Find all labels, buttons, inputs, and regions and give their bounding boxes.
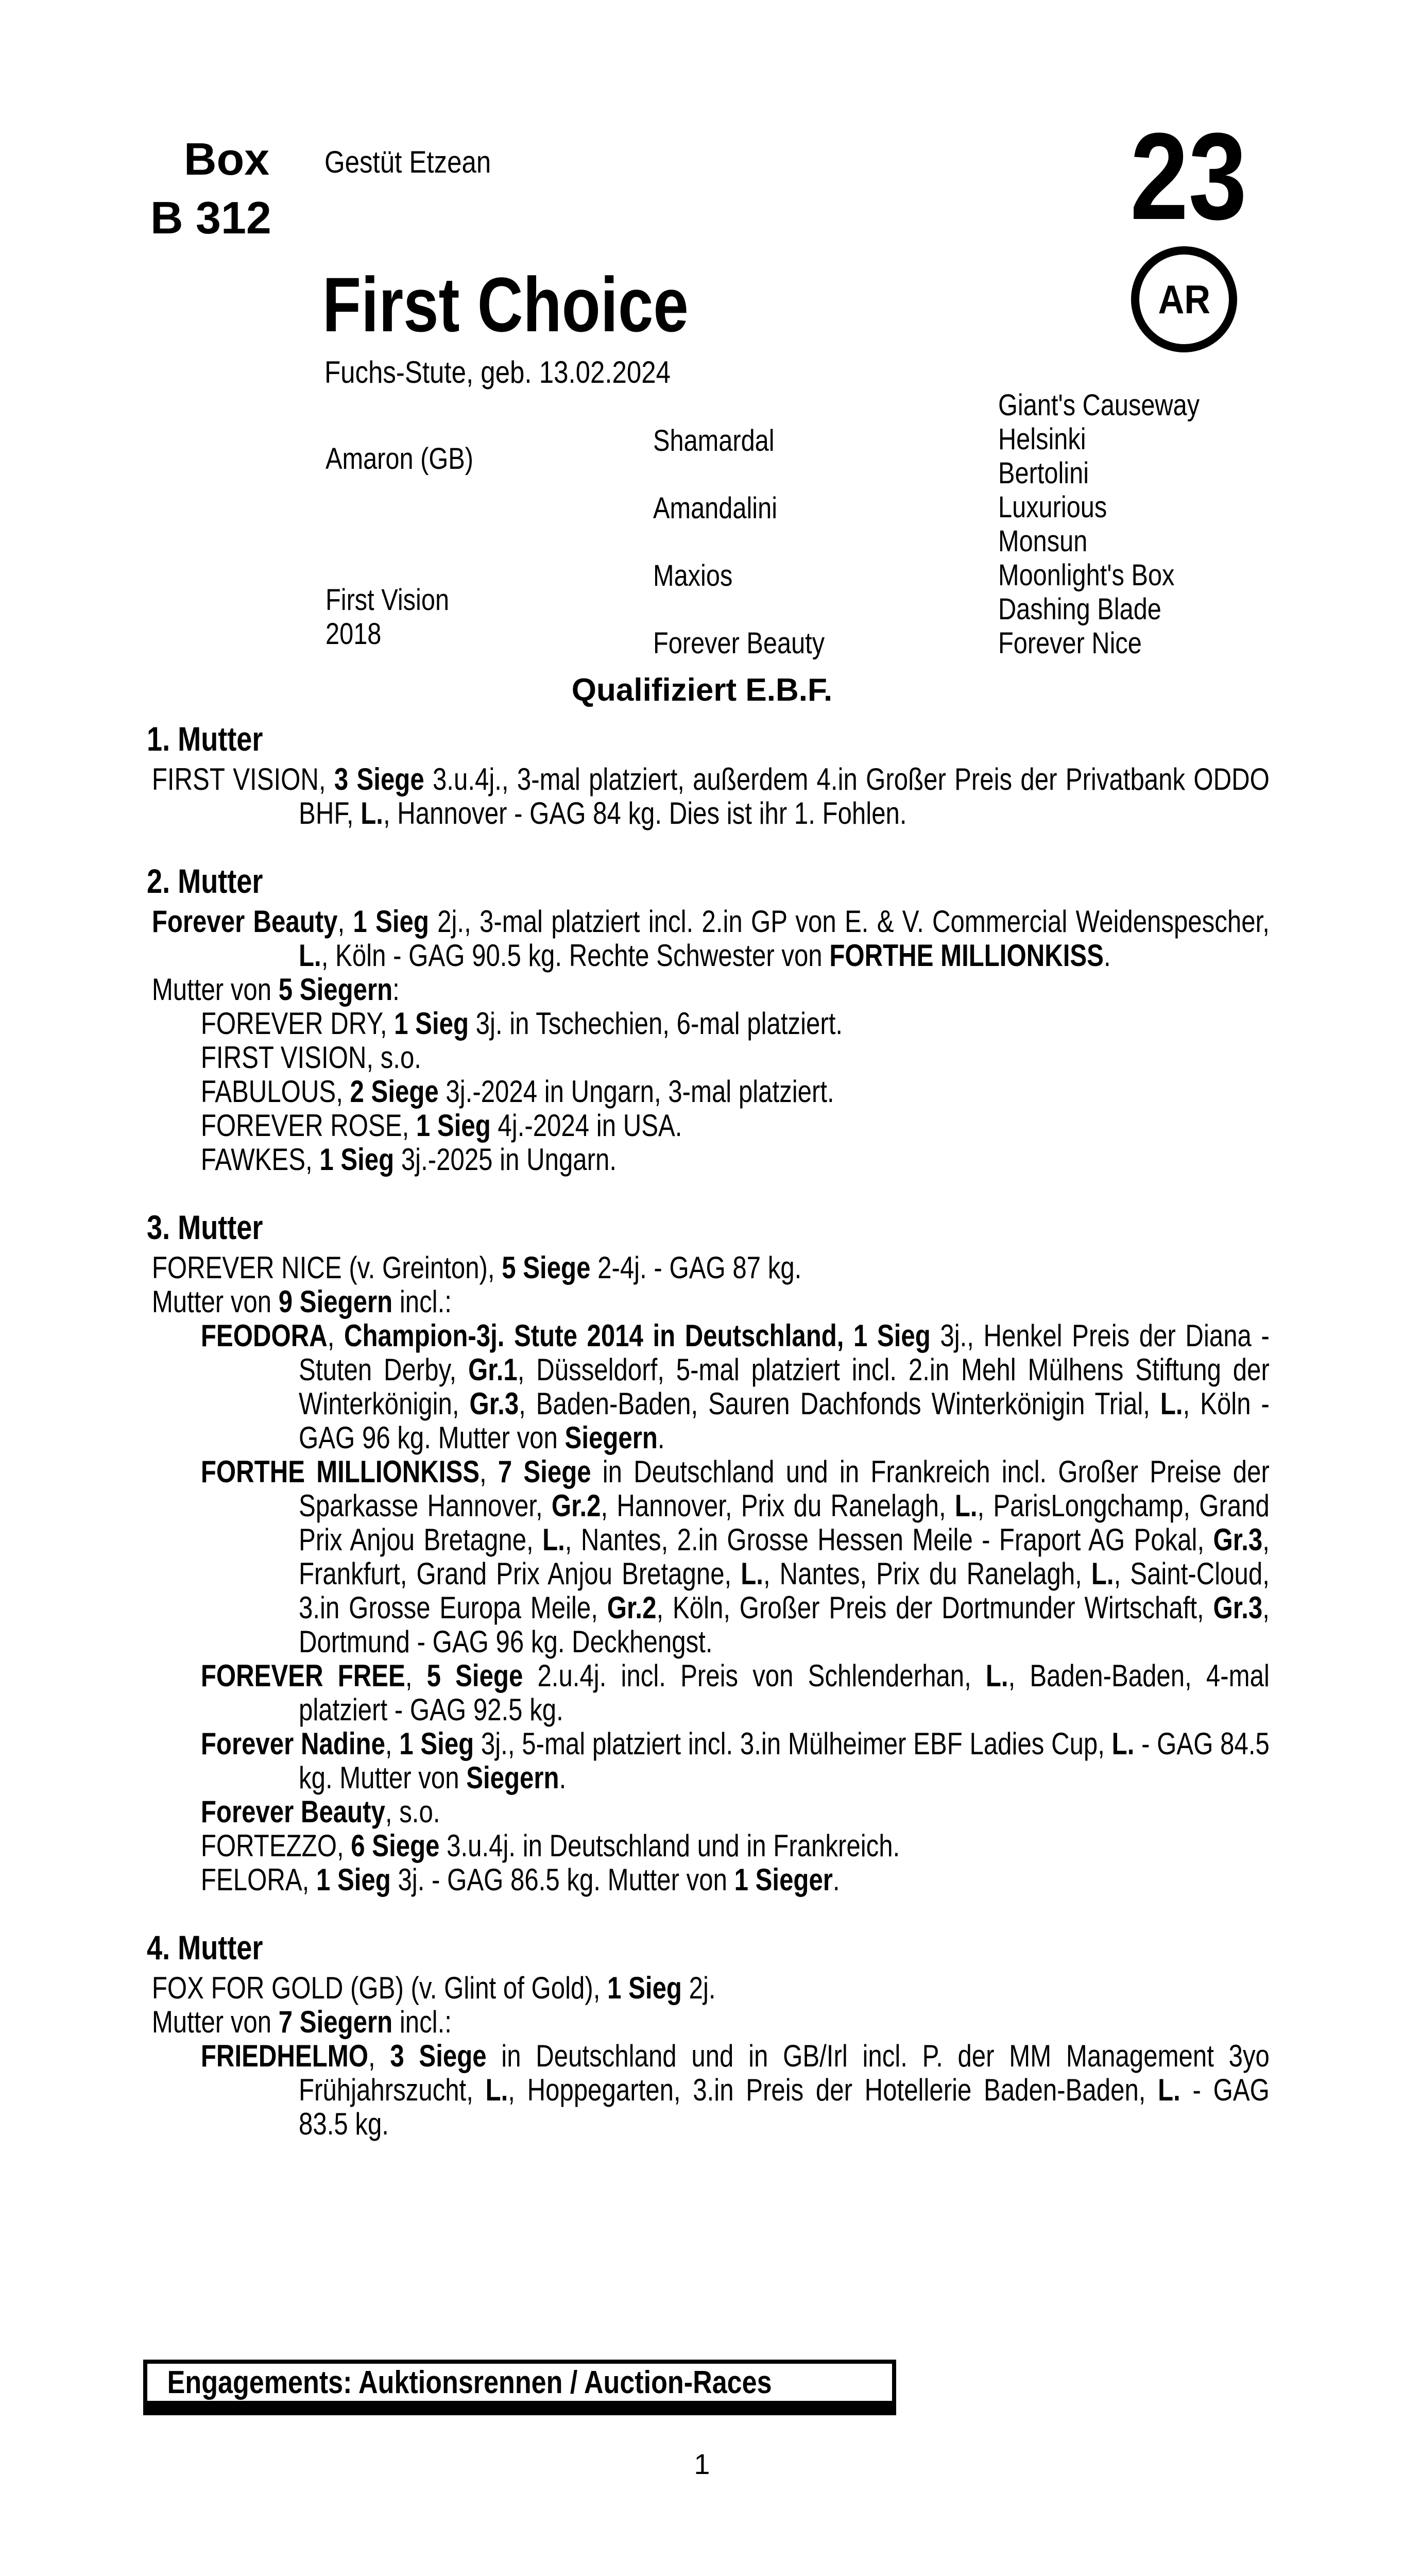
- box-label: Box: [184, 133, 270, 184]
- pedigree-paragraph: [147, 1007, 1270, 1041]
- text-run-bold: Forever Beauty: [200, 1794, 385, 1829]
- pedigree-dam-year: 2018: [326, 617, 382, 651]
- pedigree-dam-sire: Maxios: [653, 559, 733, 592]
- text-run-bold: Gr.3: [1213, 1522, 1263, 1557]
- text-run-bold: 1 Sieg: [394, 1006, 469, 1041]
- text-run: , ParisLongchamp, Grand Prix Anjou Bretagne,: [299, 1488, 1270, 1557]
- text-run-bold: 5 Siegern: [278, 972, 393, 1007]
- pedigree-dam-name-line: First Vision: [326, 583, 450, 617]
- text-run: ,: [368, 2039, 390, 2073]
- text-run-bold: L.: [485, 2073, 508, 2107]
- pedigree-paragraph: [147, 1109, 1270, 1143]
- text-run-bold: 1 Sieg: [319, 1142, 395, 1177]
- text-run-bold: 5 Siege: [426, 1658, 523, 1693]
- text-run: , Nantes, Prix du Ranelagh,: [763, 1556, 1091, 1591]
- pedigree-sire-name: Amaron (GB): [326, 442, 473, 476]
- text-run-bold: Gr.1: [468, 1352, 518, 1387]
- pedigree-paragraph: [147, 1863, 1270, 1897]
- pedigree-dam-dam: Forever Beauty: [653, 626, 825, 660]
- pedigree-sire-dam: Amandalini: [653, 492, 778, 525]
- pedigree-generation3: [998, 388, 1200, 660]
- text-run: , Köln - GAG 90.5 kg. Rechte Schwester von: [321, 938, 830, 973]
- text-run-bold: L.: [741, 1556, 763, 1591]
- text-run: 3j.-2025 in Ungarn.: [394, 1142, 617, 1177]
- text-run-bold: 7 Siege: [498, 1454, 591, 1489]
- pedigree-g3-entry: Forever Nice: [998, 626, 1142, 660]
- text-run: 2.u.4j. incl. Preis von Schlenderhan,: [523, 1658, 986, 1693]
- text-run-bold: L.: [542, 1522, 565, 1557]
- text-run-bold: 3 Siege: [334, 762, 424, 796]
- text-run: in Deutschland und in GB/Irl incl. P. der MM Management 3yo Frühjahrszucht,: [299, 2039, 1270, 2107]
- pedigree-paragraph: [147, 1829, 1270, 1863]
- text-run: ,: [327, 1318, 344, 1353]
- text-run-bold: Gr.3: [1213, 1590, 1263, 1625]
- text-run-bold: 1 Sieger: [734, 1862, 833, 1897]
- engagements-label: Engagements: Auktionsrennen / Auction-Races: [167, 2364, 772, 2400]
- pedigree-paragraph: [147, 1285, 1270, 1319]
- text-run: Mutter von: [151, 2005, 279, 2039]
- lot-number: 23: [1130, 107, 1247, 245]
- pedigree-g3-entry: Moonlight's Box: [998, 558, 1175, 592]
- text-run: , Baden-Baden, Sauren Dachfonds Winterkönigin Trial,: [519, 1386, 1160, 1421]
- pedigree-paragraph: [147, 1795, 1270, 1829]
- text-run: incl.:: [392, 1284, 452, 1319]
- text-run: 3j. in Tschechien, 6-mal platziert.: [469, 1006, 843, 1041]
- text-run-bold: FORTHE MILLIONKISS: [200, 1454, 480, 1489]
- text-run-bold: 5 Siege: [502, 1250, 591, 1285]
- text-run-bold: Gr.3: [469, 1386, 519, 1421]
- pedigree-g3-entry: Giant's Causeway: [998, 388, 1200, 422]
- text-run-bold: FRIEDHELMO: [200, 2039, 368, 2073]
- brand-badge-circle: [1131, 246, 1237, 352]
- text-run: FOREVER DRY,: [200, 1006, 395, 1041]
- text-run: FOX FOR GOLD (GB) (v. Glint of Gold),: [151, 1971, 608, 2005]
- text-run: , Dortmund - GAG 96 kg. Deckhengst.: [299, 1590, 1270, 1659]
- mutter-section: [147, 1924, 1270, 2141]
- mutter-section: [147, 1204, 1270, 1897]
- text-run-bold: FEODORA: [200, 1318, 328, 1353]
- text-run: , Düsseldorf, 5-mal platziert incl. 2.in Mehl Mülhens Stiftung der Winterkönigin,: [299, 1352, 1270, 1421]
- text-run-bold: Siegern: [466, 1760, 559, 1795]
- brand-badge-text: AR: [1158, 276, 1210, 322]
- text-run: Mutter von: [151, 972, 279, 1007]
- text-run-bold: 7 Siegern: [278, 2005, 393, 2039]
- text-run: ,: [385, 1726, 400, 1761]
- horse-name: First Choice: [322, 261, 689, 348]
- text-run: - GAG 84.5 kg. Mutter von: [299, 1726, 1270, 1795]
- engagements-box: [143, 2360, 896, 2415]
- text-run: FOREVER ROSE,: [200, 1108, 416, 1143]
- text-run: FABULOUS,: [200, 1074, 350, 1109]
- text-run-bold: FOREVER FREE: [200, 1658, 405, 1693]
- text-run: .: [657, 1420, 665, 1455]
- text-run: 2-4j. - GAG 87 kg.: [590, 1250, 802, 1285]
- text-run-bold: Siegern: [564, 1420, 658, 1455]
- section-heading: 1. Mutter: [147, 720, 263, 758]
- mutter-sections: [147, 715, 1270, 2141]
- pedigree-paragraph: [147, 1971, 1270, 2005]
- text-run-bold: Forever Nadine: [200, 1726, 385, 1761]
- pedigree-generation2: [653, 407, 825, 677]
- pedigree-g3-entry: Bertolini: [998, 456, 1089, 490]
- text-run: 2j., 3-mal platziert incl. 2.in GP von E. & V. Commercial Weidenspescher,: [429, 904, 1270, 939]
- text-run-bold: 1 Sieg: [399, 1726, 474, 1761]
- pedigree-paragraph: [147, 1659, 1270, 1727]
- text-run-bold: 3 Siege: [390, 2039, 487, 2073]
- text-run: 2j.: [681, 1971, 716, 2005]
- text-run: , Hannover - GAG 84 kg. Dies ist ihr 1. Fohlen.: [383, 796, 907, 831]
- text-run-bold: L.: [1091, 1556, 1114, 1591]
- text-run: 3.u.4j., 3-mal platziert, außerdem 4.in Großer Preis der Privatbank ODDO BHF,: [299, 762, 1270, 831]
- text-run-bold: L.: [361, 796, 383, 831]
- text-run-bold: 6 Siege: [351, 1828, 440, 1863]
- pedigree-paragraph: [147, 1075, 1270, 1109]
- text-run-bold: L.: [985, 1658, 1008, 1693]
- text-run-bold: L.: [1111, 1726, 1135, 1761]
- box-number: B 312: [150, 192, 271, 243]
- text-run: FIRST VISION, s.o.: [200, 1040, 421, 1075]
- consignor-name: Gestüt Etzean: [324, 145, 491, 179]
- text-run: , Baden-Baden, 4-mal platziert - GAG 92.5 kg.: [299, 1658, 1270, 1727]
- pedigree-g3-entry: Luxurious: [998, 490, 1107, 524]
- text-run-bold: 1 Sieg: [353, 904, 429, 939]
- text-run: 3j., 5-mal platziert incl. 3.in Mülheimer EBF Ladies Cup,: [474, 1726, 1112, 1761]
- pedigree-paragraph: [147, 1727, 1270, 1795]
- text-run-bold: 2 Siege: [350, 1074, 439, 1109]
- pedigree-paragraph: [147, 2039, 1270, 2141]
- text-run-bold: L.: [299, 938, 321, 973]
- pedigree-g3-entry: Dashing Blade: [998, 592, 1161, 626]
- text-run: .: [832, 1862, 840, 1897]
- pedigree-paragraph: [147, 973, 1270, 1007]
- text-run-bold: Champion-3j. Stute 2014 in Deutschland, 1 Sieg: [344, 1318, 931, 1353]
- pedigree-dam-name: [326, 583, 449, 651]
- text-run-bold: 9 Siegern: [278, 1284, 393, 1319]
- text-run-bold: 1 Sieg: [607, 1971, 682, 2005]
- section-heading: 3. Mutter: [147, 1208, 263, 1246]
- pedigree-g3-entry: Helsinki: [998, 422, 1086, 456]
- text-run: , Köln, Großer Preis der Dortmunder Wirtschaft,: [656, 1590, 1213, 1625]
- horse-description: Fuchs-Stute, geb. 13.02.2024: [324, 355, 671, 389]
- text-run-bold: FORTHE MILLIONKISS: [829, 938, 1104, 973]
- mutter-section: [147, 715, 1270, 831]
- text-run: in Deutschland und in Frankreich incl. Großer Preise der Sparkasse Hannover,: [299, 1454, 1270, 1523]
- text-run: , Nantes, 2.in Grosse Hessen Meile - Fraport AG Pokal,: [564, 1522, 1213, 1557]
- text-run-bold: Gr.2: [551, 1488, 601, 1523]
- text-run-bold: Gr.2: [607, 1590, 657, 1625]
- text-run: ,: [480, 1454, 498, 1489]
- text-run: incl.:: [392, 2005, 452, 2039]
- pedigree-paragraph: [147, 1041, 1270, 1075]
- text-run: Mutter von: [151, 1284, 279, 1319]
- text-run: .: [559, 1760, 567, 1795]
- text-run: FIRST VISION,: [151, 762, 334, 796]
- pedigree-paragraph: [147, 1455, 1270, 1659]
- pedigree-paragraph: [147, 762, 1270, 831]
- qualification-note: Qualifiziert E.B.F.: [571, 672, 833, 708]
- pedigree-paragraph: [147, 1143, 1270, 1177]
- pedigree-sire-sire: Shamardal: [653, 424, 775, 457]
- section-heading: 4. Mutter: [147, 1928, 263, 1967]
- section-heading: 2. Mutter: [147, 862, 263, 900]
- text-run: FORTEZZO,: [200, 1828, 351, 1863]
- text-run: FELORA,: [200, 1862, 316, 1897]
- text-run: 3j. - GAG 86.5 kg. Mutter von: [390, 1862, 734, 1897]
- text-run: 4j.-2024 in USA.: [490, 1108, 682, 1143]
- text-run-bold: L.: [1160, 1386, 1183, 1421]
- text-run: FAWKES,: [200, 1142, 320, 1177]
- text-run: , s.o.: [385, 1794, 440, 1829]
- pedigree-paragraph: [147, 2005, 1270, 2039]
- text-run: 3j.-2024 in Ungarn, 3-mal platziert.: [438, 1074, 834, 1109]
- mutter-section: [147, 857, 1270, 1177]
- page-number: 1: [694, 2448, 710, 2480]
- pedigree-paragraph: [147, 905, 1270, 973]
- text-run-bold: 1 Sieg: [316, 1862, 391, 1897]
- text-run: 3.u.4j. in Deutschland und in Frankreich.: [439, 1828, 900, 1863]
- text-run: , Hannover, Prix du Ranelagh,: [601, 1488, 955, 1523]
- text-run-bold: Forever Beauty: [151, 904, 338, 939]
- text-run-bold: 1 Sieg: [416, 1108, 491, 1143]
- text-run: 3j., Henkel Preis der Diana - Stuten Derby,: [299, 1318, 1270, 1387]
- text-run: FOREVER NICE (v. Greinton),: [151, 1250, 502, 1285]
- text-run: - GAG 83.5 kg.: [299, 2073, 1270, 2141]
- text-run: ,: [405, 1658, 427, 1693]
- text-run-bold: L.: [954, 1488, 978, 1523]
- pedigree-g3-entry: Monsun: [998, 524, 1088, 558]
- pedigree-paragraph: [147, 1251, 1270, 1285]
- text-run: , Saint-Cloud, 3.in Grosse Europa Meile,: [299, 1556, 1270, 1625]
- text-run: ,: [337, 904, 353, 939]
- text-run: , Köln - GAG 96 kg. Mutter von: [299, 1386, 1270, 1455]
- pedigree-paragraph: [147, 1319, 1270, 1455]
- text-run: :: [392, 972, 400, 1007]
- text-run-bold: L.: [1158, 2073, 1180, 2107]
- text-run: , Hoppegarten, 3.in Preis der Hotellerie Baden-Baden,: [508, 2073, 1158, 2107]
- text-run: .: [1103, 938, 1111, 973]
- text-run: , Frankfurt, Grand Prix Anjou Bretagne,: [299, 1522, 1270, 1591]
